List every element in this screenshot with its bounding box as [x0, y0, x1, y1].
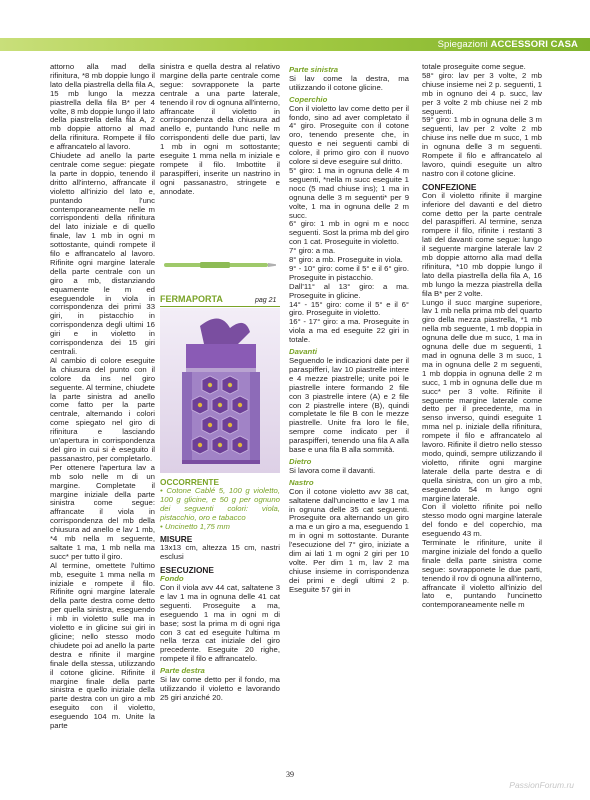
paragraph: Per ottenere l'apertura lav a mb solo nelle m di un margine. Completate il margine iniziale della parte sinistra come segue: affrancate il viola in corrispondenza del mb della chiusura ad anello e lav 1 mb, *4 mb nella m seguente, saltate 1 ma, 1 mb nella ma succ* per tutto il giro. — [50, 462, 155, 561]
paragraph: totale proseguite come segue. — [422, 62, 526, 71]
paragraph: Con il violetto lav come detto per il fondo, sino ad aver completato il 4° giro. Proseguite con il cotone oro, tenendo presente che, in questo e nei seguenti cambi di colore, il primo giro con il nuovo colore si deve eseguire sul dritto. — [289, 103, 409, 167]
text-column-1 — [50, 63, 155, 731]
occorrente-title: OCCORRENTE — [160, 477, 220, 487]
category-name: ACCESSORI CASA — [490, 39, 578, 50]
misure-text: 13x13 cm, altezza 15 cm, nastri esclusi — [160, 543, 280, 562]
subsection-title: Nastro — [289, 477, 314, 487]
paragraph: 5° giro: 1 ma in ognuna delle 4 m seguenti, *nella m succ eseguite 1 nocc (5 mad chiuse ins); 1 ma in ognuna delle 3 m seguenti* per 9 volte, 1 ma in ognuna delle 2 m succ. — [289, 165, 409, 220]
materials-list — [160, 487, 280, 532]
subsection-title: Davanti — [289, 347, 317, 357]
paragraph: Si lav come la destra, ma utilizzando il cotone glicine. — [289, 73, 409, 92]
paragraph: attorno alla mad della rifinitura, *8 mb doppie lungo il lato della piastrella della fila A, 15 mb lungo la mezza piastrella della fila B* per 4 volte, 8 mb doppie lungo il lato della piastrella della fila A, 2 mb doppie attorno al mad della rifinitura. Rompete il filo e affrancatelo al lavoro. — [50, 62, 155, 152]
page-number: 39 — [286, 770, 294, 779]
paragraph: Con il violetto rifinite il margine inferiore del davanti e del dietro come detto per la parte centrale del paraspifferi. Al termine, senza rompere il filo, rifinite i restanti 3 lati del davanti come segue: lungo il seguente margine laterale lav 2 mb doppie attorno alla mad della rifinitura, *10 mb doppie lungo il lato della piastrella della fila A, 16 mb lungo la mezza piastrella della fila B* per 2 volte. — [422, 190, 542, 298]
paragraph: Al termine, omettete l'ultimo mb, eseguite 1 mma nella m iniziale e rompete il filo. Rifinite ogni margine laterale della parte destra come detto per quella sinistra, eseguendo i mb in violetto sulle ma in violetto e in glicine sui giri in glicine; nello stesso modo chiudete poi ad anello la parte destra e rifinite il margine finale della stessa, utilizzando il cotone glicine. Rifinite il margine finale della parte sinistra e quello iniziale della parte destra con un giro a mb eseguito con il violetto, eseguendo 104 m. Unite la parte — [50, 560, 155, 731]
paragraph: 14° - 15° giro: come il 5° e il 6° giro. Proseguite in violetto. — [289, 299, 409, 318]
section-name: Spiegazioni — [437, 39, 488, 50]
paragraph: 58° giro: lav per 3 volte, 2 mb chiuse insieme nei 2 p. seguenti, 1 mb in ognuno dei 4 p. succ, lav per 3 volte 2 mb chiuse nei 2 mb seguenti. — [422, 70, 542, 116]
materials-block — [160, 478, 280, 703]
subsection-title: Parte sinistra — [289, 65, 339, 74]
fermaporta-title: FERMAPORTA — [160, 294, 223, 304]
paragraph: 16° - 17° giro: a ma. Proseguite in viola a ma ed eseguite 22 giri in totale. — [289, 317, 409, 345]
paragraph: sinistra e quella destra al relativo margine della parte centrale come segue: sovrapponete la parte centrale a una parte laterale, tenendo il rov di ognuna all'interno, affrancate il violetto in corrispondenza della chiusura ad anello e, puntando l'unc nelle m corrispondenti delle due parti, lav 1 mb in ogni m sottostante; eseguite 1 mma nella m iniziale e rompete il filo. Imbottite il paraspifferi, inserite un nastrino in ogni passanastro, stringete e annodate. — [160, 62, 280, 196]
paragraph: Si lavora come il davanti. — [289, 465, 376, 475]
watermark: PassionForum.ru — [509, 780, 574, 790]
paragraph: Terminate le rifiniture, unite il margine iniziale del fondo a quello finale della parte sinistra come segue: sovrapponete le due parti, tenendo il rov di ognuna all'interno, affrancate il violetto all'inizio del lato e, puntando l'uncinetto contemporaneamente nelle m — [422, 538, 542, 610]
subsection-title: Dietro — [289, 456, 312, 466]
materials-item: • Uncinetto 1,75 mm — [160, 521, 230, 531]
paragraph: Seguendo le indicazioni date per il paraspifferi, lav 10 piastrelle intere e 4 mezze piastrelle; unite poi le piastrelle intere formando 2 file con 3 piastrelle intere (A) e 2 file con 2 piastrelle intere (B), quindi completate le file B con le mezze piastrelle. Unite fra loro le file, sempre come indicato per il paraspifferi, tenendo una fila A alla base e una fila B alla sommità. — [289, 356, 409, 455]
fondo-text: Con il viola avv 44 cat, saltatene 3 e lav 1 ma in ognuna delle 41 cat seguenti. Proseguite a ma, eseguendo 1 ma in ogni m di base; sost la prima m di ogni riga con 3 cat ed eseguite l'ultima m nella terza cat iniziale del giro precedente. Eseguite 20 righe, rompete il filo e affrancatelo. — [160, 582, 280, 664]
section-title: CONFEZIONE — [422, 181, 477, 192]
paragraph: Al cambio di colore eseguite la chiusura del punto con il colore da ins nel giro seguente. Al termine, chiudete la parte sinistra ad anello come fatto per la parte centrale, alternando i colori come spiegato nel giro di rifinitura e lasciando un'apertura in corrispondenza del giro in cui si è eseguito il passanastro, per completarlo. — [50, 355, 155, 463]
paragraph: 8° giro: a mb. Proseguite in viola. — [289, 255, 403, 265]
materials-item: • Cotone Cablé 5, 100 g violetto, 100 g glicine, e 50 g per ognuno dei seguenti colori: viola, pistacchio, oro e tabacco — [160, 485, 280, 522]
misure-title: MISURE — [160, 534, 193, 545]
esecuzione-title: ESECUZIONE — [160, 565, 214, 576]
paragraph: Dall'11° al 13° giro: a ma. Proseguite in glicine. — [289, 281, 409, 300]
paragraph: 9° - 10° giro: come il 5° e il 6° giro. Proseguite in pistacchio. — [289, 263, 409, 282]
fermaporta-page-ref: pag 21 — [255, 297, 277, 304]
parte-destra-text: Si lav come detto per il fondo, ma utilizzando il violetto e lavorando 25 giri anziché 20. — [160, 675, 280, 702]
text-column-2 — [160, 63, 280, 197]
parte-destra-title: Parte destra — [160, 666, 205, 676]
fondo-title: Fondo — [160, 574, 184, 584]
subsection-title: Coperchio — [289, 94, 328, 104]
paragraph: 7° giro: a ma. — [289, 246, 336, 256]
text-column-4 — [422, 63, 542, 610]
text-column-3 — [289, 63, 409, 595]
section-label — [438, 37, 578, 52]
doorstop-photo — [160, 308, 280, 473]
paragraph: Chiudete ad anello la parte centrale come segue: piegate la parte in doppio, tenendo il dritto all'interno, affrancate il violetto all'inizio del lato e, puntando l'unc contemporaneamente nelle m corrispondenti della rifinitura del lato iniziale e di quello finale, lav 1 mb in ogni m sottostante, quindi rompete il filo e affrancatelo al lavoro. Rifinite ogni margine laterale della parte centrale con un giro a mb, distanziando equamente le m ed eseguendole in viola in corrispondenza dei primi 33 giri, in pistacchio in corrispondenza degli ultimi 16 giri e in violetto in corrispondenza dei 15 giri centrali. — [50, 151, 155, 356]
paragraph: 6° giro: 1 mb in ogni m e nocc seguenti. Sost la prima mb del giro con 1 cat. Proseguite in violetto. — [289, 219, 409, 247]
page-header — [0, 0, 590, 54]
paragraph: Con il violetto rifinite poi nello stesso modo ogni margine laterale del fondo e del coperchio, ma eseguendo 43 m. — [422, 502, 542, 539]
paragraph: Lungo il succ margine superiore, lav 1 mb nella prima mb del quarto giro della mezza piastrella, *1 mb nella mb seguente, 1 mb doppia in ognuna delle due m succ, 1 ma in ognuna delle due m seguenti, 1 mad in ognuna delle 3 m succ, 1 ma in ognuna delle 2 m seguenti, 1 mb doppia in ognuna delle 2 m succ, 1 mb in ognuna delle due m succ* per 3 volte. Rifinite il seguente margine laterale come detto per il precedente, ma in senso inverso, quindi eseguite 1 mma nel p. iniziale della rifinitura, rompete il filo e affrancatelo al lavoro. Rifinite il dietro nello stesso modo, quindi, sempre utilizzando il violetto, rifinite ogni margine laterale della parte destra e di quella sinistra, con un giro a mb, eseguendo 54 m lungo ogni margine laterale. — [422, 297, 542, 503]
crochet-hook-icon — [160, 258, 278, 272]
fermaporta-rule — [160, 306, 280, 307]
paragraph: 59° giro: 1 mb in ognuna delle 3 m seguenti, lav per 2 volte 2 mb chiuse ins nelle due m succ, 1 mb in ognuna delle 3 m seguenti. Rompete il filo e affrancatelo al lavoro, quindi eseguite un altro nastro con il cotone glicine. — [422, 115, 542, 178]
paragraph: Con il cotone violetto avv 38 cat, saltatene dall'uncinetto e lav 1 ma in ognuna delle 35 cat seguenti. Proseguite ora alternando un giro a ma e un giro a ma, eseguendo 1 m in ogni m sottostante. Durante l'esecuzione del 7° giro, iniziate a dim ai lati 1 m ogni 2 giri per 10 volte. Per dim 1 m, lav 2 ma chiuse insieme in corrispondenza dei primi e degli ultimi 2 p. Eseguite 57 giri in — [289, 486, 409, 594]
